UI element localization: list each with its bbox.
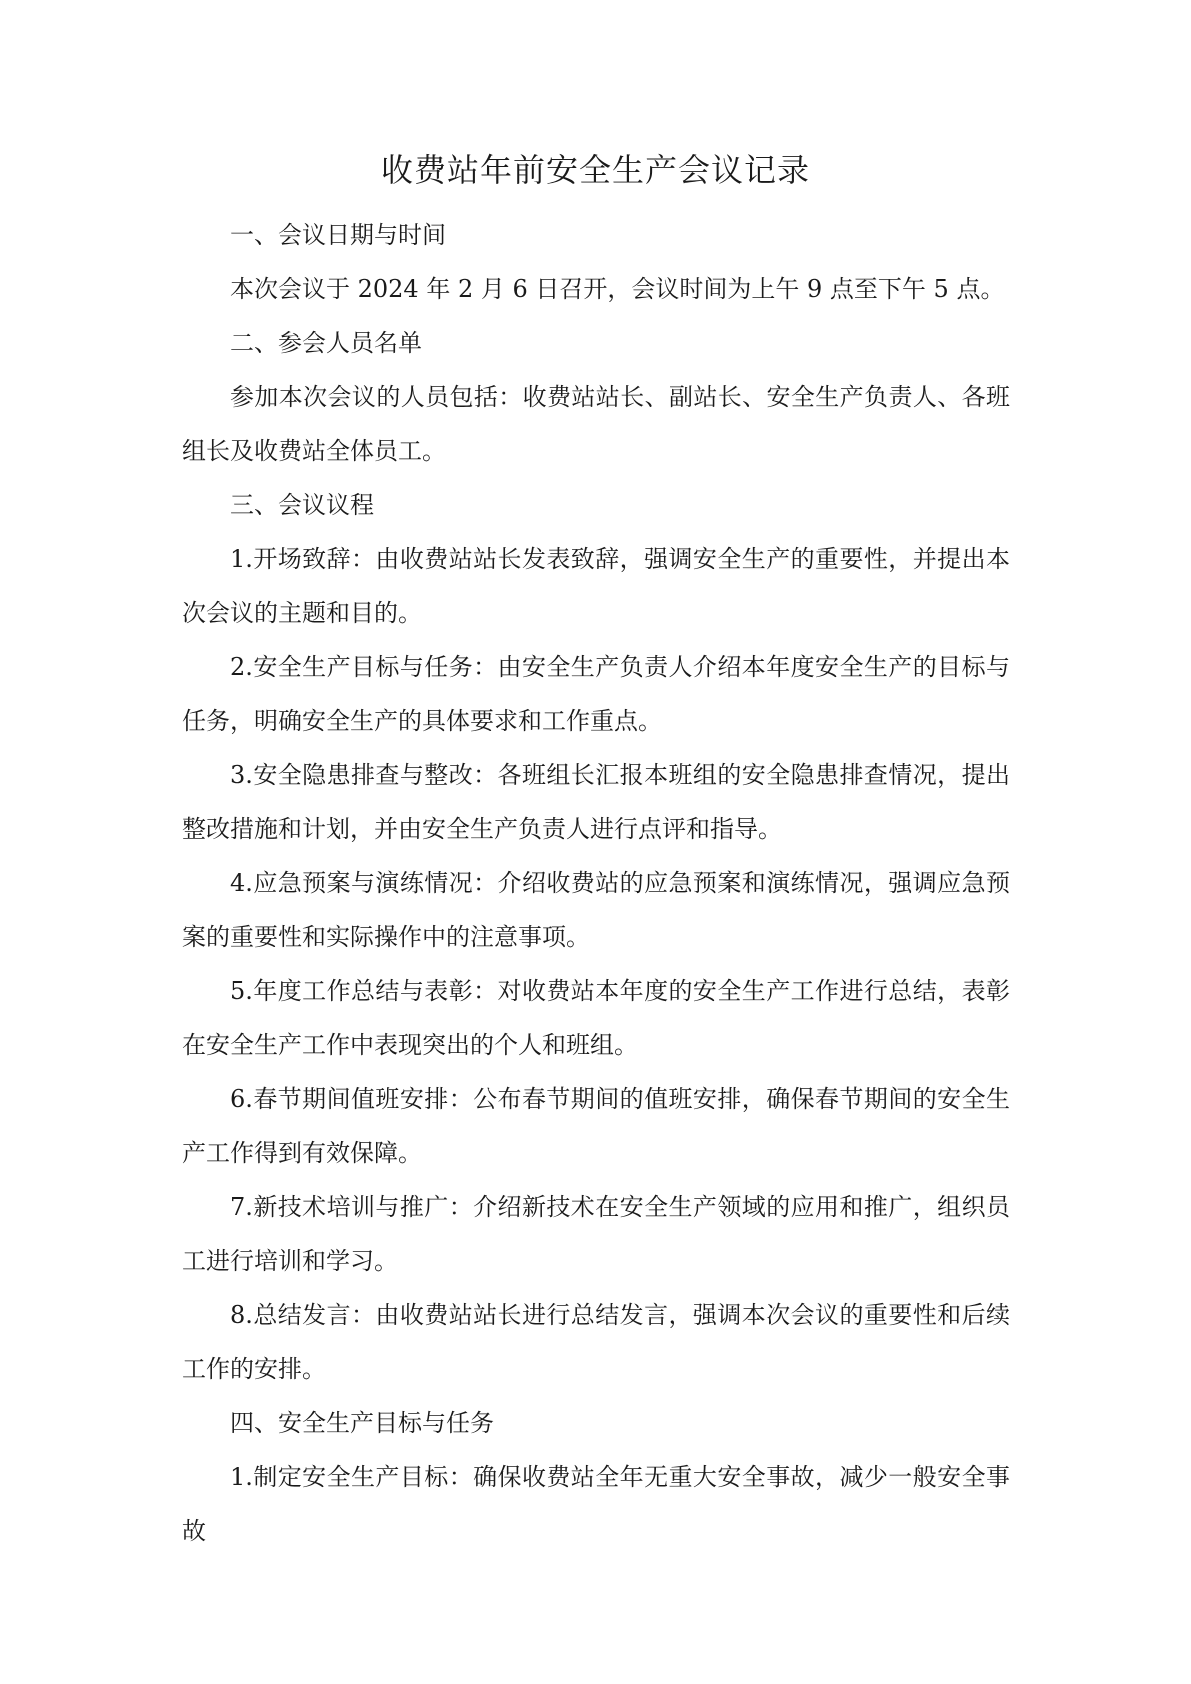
section-heading-safety-goals: 四、安全生产目标与任务 <box>230 1409 494 1437</box>
agenda-item-1: 1.开场致辞：由收费站站长发表致辞，强调安全生产的重要性，并提出本次会议的主题和目的。 <box>182 545 1010 627</box>
agenda-item-7: 7.新技术培训与推广：介绍新技术在安全生产领域的应用和推广，组织员工进行培训和学习。 <box>182 1193 1010 1275</box>
paragraph-attendees: 参加本次会议的人员包括：收费站站长、副站长、安全生产负责人、各班组长及收费站全体员工。 <box>182 383 1010 465</box>
document-title: 收费站年前安全生产会议记录 <box>380 151 810 189</box>
section-heading-agenda: 三、会议议程 <box>230 491 374 519</box>
safety-goal-item-1: 1.制定安全生产目标：确保收费站全年无重大安全事故，减少一般安全事故 <box>182 1463 1010 1545</box>
document-body <box>182 208 1010 1558</box>
paragraph-meeting-time: 本次会议于 2024 年 2 月 6 日召开，会议时间为上午 9 点至下午 5 点。 <box>230 275 1005 303</box>
section-heading-attendees: 二、参会人员名单 <box>230 329 422 357</box>
agenda-item-4: 4.应急预案与演练情况：介绍收费站的应急预案和演练情况，强调应急预案的重要性和实际操作中的注意事项。 <box>182 869 1010 951</box>
agenda-item-3: 3.安全隐患排查与整改：各班组长汇报本班组的安全隐患排查情况，提出整改措施和计划，并由安全生产负责人进行点评和指导。 <box>182 761 1010 843</box>
agenda-item-6: 6.春节期间值班安排：公布春节期间的值班安排，确保春节期间的安全生产工作得到有效保障。 <box>182 1085 1010 1167</box>
agenda-item-2: 2.安全生产目标与任务：由安全生产负责人介绍本年度安全生产的目标与任务，明确安全生产的具体要求和工作重点。 <box>182 653 1010 735</box>
agenda-item-5: 5.年度工作总结与表彰：对收费站本年度的安全生产工作进行总结，表彰在安全生产工作中表现突出的个人和班组。 <box>182 977 1010 1059</box>
agenda-item-8: 8.总结发言：由收费站站长进行总结发言，强调本次会议的重要性和后续工作的安排。 <box>182 1301 1010 1383</box>
section-heading-meeting-time: 一、会议日期与时间 <box>230 221 446 249</box>
